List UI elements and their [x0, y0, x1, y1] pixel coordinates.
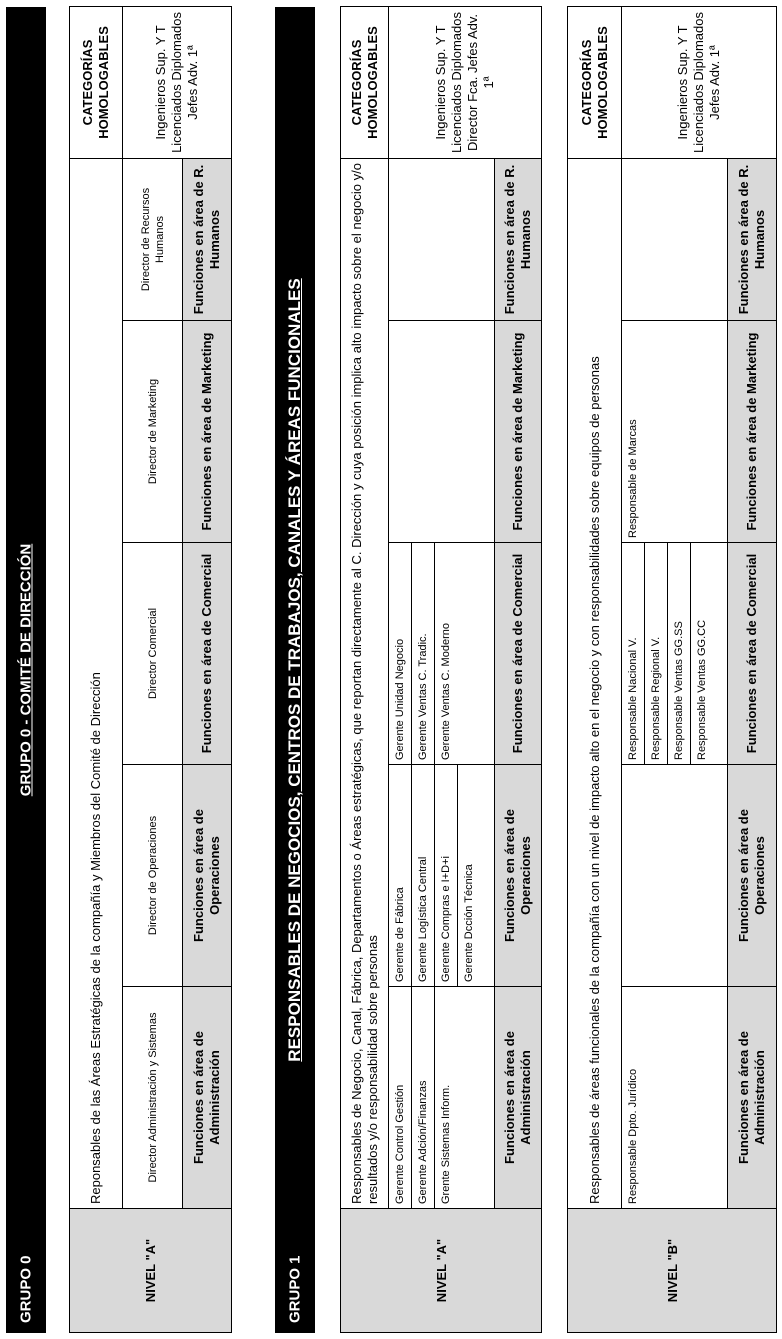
group-1-table	[340, 6, 542, 1333]
position-item: Responsable Dpto. Jurídico	[627, 1068, 639, 1204]
group-0-col-5-function: Funciones en área de R. Humanos	[183, 158, 232, 320]
level-b-col-1-positions	[622, 987, 728, 1209]
group-1-col-2-function: Funciones en área de Operaciones	[495, 765, 542, 987]
group-1-col-2-positions	[389, 765, 495, 987]
group-1-title: RESPONSABLES DE NEGOCIOS, CENTROS DE TRABAJOS, CANALES Y ÁREAS FUNCIONALES	[285, 278, 304, 1062]
level-b-col-4-positions	[622, 321, 728, 543]
group-1-categories-header: CATEGORÍAS HOMOLOGABLES	[341, 6, 389, 158]
group-0-col-3-position: Director Comercial	[123, 543, 183, 765]
group-0-banner	[6, 7, 46, 1333]
group-0-col-1-function: Funciones en área de Administración	[183, 987, 232, 1209]
level-b-col-5-function: Funciones en área de R. Humanos	[728, 158, 777, 320]
position-item: Gerente Control Gestión	[394, 1084, 406, 1204]
position-item: Gerente Unidad Negocio	[394, 638, 406, 760]
group-1-col-5-positions	[389, 158, 495, 320]
group-1-col-4-positions	[389, 321, 495, 543]
group-0-categories-header: CATEGORÍAS HOMOLOGABLES	[70, 6, 123, 158]
position-item: Responsable de Marcas	[627, 419, 639, 538]
group-1-col-4-function: Funciones en área de Marketing	[495, 321, 542, 543]
group-1-description: Responsables de Negocio, Canal, Fábrica, Departamentos o Áreas estratégicas, que reportan directamente al C. Dirección y cuya posición implica alto impacto sobre el negocio y/o resultados y/o responsabilidad sobre personas	[341, 158, 389, 1208]
position-item: Gerente Logística Central	[411, 765, 434, 986]
group-0-col-3-function: Funciones en área de Comercial	[183, 543, 232, 765]
group-1-col-3-function: Funciones en área de Comercial	[495, 543, 542, 765]
group-0-col-5-position: Director de Recursos Humanos	[123, 158, 183, 320]
level-b-categories-header: CATEGORÍAS HOMOLOGABLES	[568, 6, 622, 158]
position-item: Gerente de Fábrica	[394, 887, 406, 982]
group-1-tag: GRUPO 1	[286, 1255, 304, 1323]
group-0-col-1-position: Director Administración y Sistemas	[123, 987, 183, 1209]
group-0-tag: GRUPO 0	[17, 1255, 35, 1323]
group-1-categories: Ingenieros Sup. Y T Licenciados Diplomados Director Fca. Jefes Adv. 1ª	[389, 6, 542, 158]
group-0-col-4-position: Director de Marketing	[123, 321, 183, 543]
position-item: Responsable Ventas GG.SS	[667, 543, 690, 764]
group-0-description: Reponsables de las Áreas Estratégicas de la compañía y Miembros del Comité de Dirección	[70, 158, 123, 1208]
group-1-col-1-positions	[389, 987, 495, 1209]
group-0-level: NIVEL "A"	[70, 1209, 232, 1333]
position-item: Gerente Adción/Finanzas	[411, 987, 434, 1208]
level-b-col-1-function: Funciones en área de Administración	[728, 987, 777, 1209]
level-b-categories: Ingenieros Sup. Y T Licenciados Diplomados Jefes Adv. 1ª	[622, 6, 777, 158]
level-b-col-3-positions	[622, 543, 728, 765]
position-item: Gerente Ventas C. Moderno	[434, 543, 457, 764]
group-0-col-2-position: Director de Operaciones	[123, 765, 183, 987]
level-b-col-3-function: Funciones en área de Comercial	[728, 543, 777, 765]
position-item: Gerente Dcción Técnica	[457, 765, 480, 986]
group-1-col-1-function: Funciones en área de Administración	[495, 987, 542, 1209]
group-1-banner	[275, 7, 315, 1333]
position-item: Gerente Compras e I+D+i	[434, 765, 457, 986]
group-0-table	[69, 6, 232, 1333]
level-b-col-2-positions	[622, 765, 728, 987]
group-0-col-2-function: Funciones en área de Operaciones	[183, 765, 232, 987]
group-0-col-4-function: Funciones en área de Marketing	[183, 321, 232, 543]
position-item: Responsable Regional V.	[644, 543, 667, 764]
position-item: Grente Sistemas Inform.	[434, 987, 457, 1208]
position-item: Responsable Ventas GG.CC	[690, 543, 713, 764]
level-b-level: NIVEL "B"	[568, 1209, 777, 1333]
group-0-title: GRUPO 0 - COMITÉ DE DIRECCIÓN	[17, 543, 35, 797]
position-item: Gerente Ventas C. Tradic.	[411, 543, 434, 764]
group-0-categories: Ingenieros Sup. Y T Licenciados Diplomados Jefes Adv. 1ª	[123, 6, 232, 158]
level-b-col-4-function: Funciones en área de Marketing	[728, 321, 777, 543]
level-b-col-2-function: Funciones en área de Operaciones	[728, 765, 777, 987]
group-1-col-3-positions	[389, 543, 495, 765]
position-item: Responsable Nacional V.	[627, 637, 639, 760]
group-1-level: NIVEL "A"	[341, 1209, 542, 1333]
group-1-col-5-function: Funciones en área de R. Humanos	[495, 158, 542, 320]
level-b-description: Responsables de áreas funcionales de la compañía con un nivel de impacto alto en el negocio y con responsabilidades sobre equipos de personas	[568, 158, 622, 1208]
group-1-level-b-table	[567, 6, 777, 1333]
level-b-col-5-positions	[622, 158, 728, 320]
